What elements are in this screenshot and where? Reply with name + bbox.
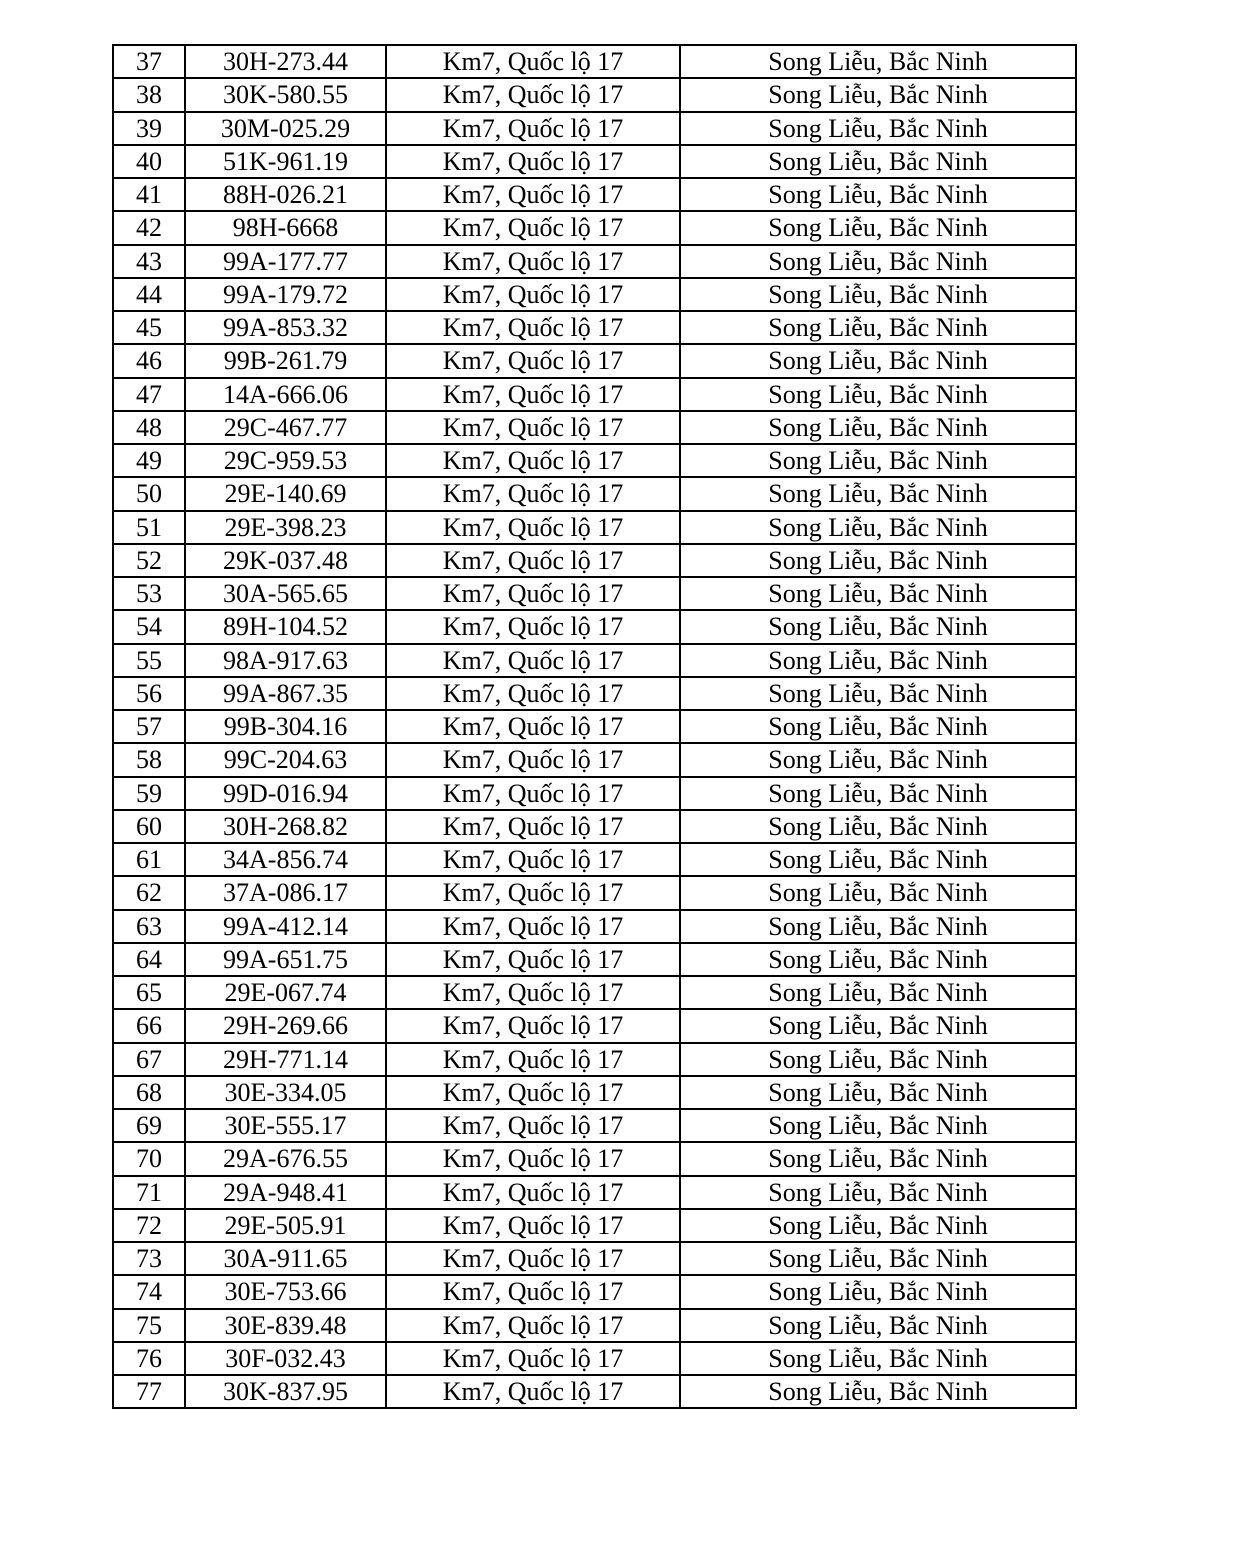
row-number-cell: 61 — [113, 843, 185, 876]
location-cell: Km7, Quốc lộ 17 — [386, 1142, 680, 1175]
table-row — [113, 1109, 1076, 1142]
row-number-cell: 55 — [113, 644, 185, 677]
license-plate-cell: 37A-086.17 — [185, 876, 386, 909]
table-row — [113, 1375, 1076, 1408]
license-plate-cell: 99D-016.94 — [185, 777, 386, 810]
row-number-cell: 41 — [113, 178, 185, 211]
location-cell: Km7, Quốc lộ 17 — [386, 344, 680, 377]
row-number-cell: 50 — [113, 477, 185, 510]
location-cell: Km7, Quốc lộ 17 — [386, 278, 680, 311]
area-cell: Song Liễu, Bắc Ninh — [680, 610, 1076, 643]
location-cell: Km7, Quốc lộ 17 — [386, 1109, 680, 1142]
table-row — [113, 444, 1076, 477]
license-plate-cell: 30K-580.55 — [185, 78, 386, 111]
table-row — [113, 112, 1076, 145]
license-plate-cell: 34A-856.74 — [185, 843, 386, 876]
license-plate-cell: 51K-961.19 — [185, 145, 386, 178]
location-cell: Km7, Quốc lộ 17 — [386, 78, 680, 111]
area-cell: Song Liễu, Bắc Ninh — [680, 211, 1076, 244]
row-number-cell: 48 — [113, 411, 185, 444]
table-row — [113, 45, 1076, 78]
row-number-cell: 71 — [113, 1176, 185, 1209]
license-plate-cell: 99B-304.16 — [185, 710, 386, 743]
area-cell: Song Liễu, Bắc Ninh — [680, 876, 1076, 909]
location-cell: Km7, Quốc lộ 17 — [386, 1309, 680, 1342]
location-cell: Km7, Quốc lộ 17 — [386, 311, 680, 344]
license-plate-cell: 29A-948.41 — [185, 1176, 386, 1209]
license-plate-cell: 99C-204.63 — [185, 743, 386, 776]
location-cell: Km7, Quốc lộ 17 — [386, 843, 680, 876]
license-plate-cell: 30A-565.65 — [185, 577, 386, 610]
table-row — [113, 1076, 1076, 1109]
area-cell: Song Liễu, Bắc Ninh — [680, 577, 1076, 610]
table-row — [113, 511, 1076, 544]
area-cell: Song Liễu, Bắc Ninh — [680, 444, 1076, 477]
location-cell: Km7, Quốc lộ 17 — [386, 943, 680, 976]
license-plate-cell: 30E-555.17 — [185, 1109, 386, 1142]
area-cell: Song Liễu, Bắc Ninh — [680, 1076, 1076, 1109]
row-number-cell: 40 — [113, 145, 185, 178]
license-plate-cell: 30E-334.05 — [185, 1076, 386, 1109]
location-cell: Km7, Quốc lộ 17 — [386, 511, 680, 544]
area-cell: Song Liễu, Bắc Ninh — [680, 743, 1076, 776]
license-plate-cell: 30E-753.66 — [185, 1275, 386, 1308]
row-number-cell: 60 — [113, 810, 185, 843]
location-cell: Km7, Quốc lộ 17 — [386, 1176, 680, 1209]
table-row — [113, 1242, 1076, 1275]
area-cell: Song Liễu, Bắc Ninh — [680, 245, 1076, 278]
table-row — [113, 178, 1076, 211]
row-number-cell: 68 — [113, 1076, 185, 1109]
location-cell: Km7, Quốc lộ 17 — [386, 743, 680, 776]
license-plate-cell: 99A-177.77 — [185, 245, 386, 278]
area-cell: Song Liễu, Bắc Ninh — [680, 1209, 1076, 1242]
location-cell: Km7, Quốc lộ 17 — [386, 1076, 680, 1109]
location-cell: Km7, Quốc lộ 17 — [386, 677, 680, 710]
table-row — [113, 843, 1076, 876]
location-cell: Km7, Quốc lộ 17 — [386, 810, 680, 843]
license-plate-cell: 30H-268.82 — [185, 810, 386, 843]
row-number-cell: 77 — [113, 1375, 185, 1408]
table-row — [113, 411, 1076, 444]
location-cell: Km7, Quốc lộ 17 — [386, 444, 680, 477]
row-number-cell: 56 — [113, 677, 185, 710]
area-cell: Song Liễu, Bắc Ninh — [680, 477, 1076, 510]
row-number-cell: 52 — [113, 544, 185, 577]
row-number-cell: 53 — [113, 577, 185, 610]
row-number-cell: 69 — [113, 1109, 185, 1142]
license-plate-cell: 29C-959.53 — [185, 444, 386, 477]
location-cell: Km7, Quốc lộ 17 — [386, 644, 680, 677]
row-number-cell: 51 — [113, 511, 185, 544]
license-plate-cell: 14A-666.06 — [185, 378, 386, 411]
location-cell: Km7, Quốc lộ 17 — [386, 378, 680, 411]
license-plate-cell: 30H-273.44 — [185, 45, 386, 78]
area-cell: Song Liễu, Bắc Ninh — [680, 311, 1076, 344]
table-row — [113, 1309, 1076, 1342]
license-plate-cell: 29A-676.55 — [185, 1142, 386, 1175]
area-cell: Song Liễu, Bắc Ninh — [680, 1342, 1076, 1375]
location-cell: Km7, Quốc lộ 17 — [386, 1375, 680, 1408]
location-cell: Km7, Quốc lộ 17 — [386, 710, 680, 743]
license-plate-cell: 99B-261.79 — [185, 344, 386, 377]
area-cell: Song Liễu, Bắc Ninh — [680, 976, 1076, 1009]
license-plate-cell: 99A-412.14 — [185, 910, 386, 943]
license-plate-cell: 29E-398.23 — [185, 511, 386, 544]
license-plate-cell: 29E-140.69 — [185, 477, 386, 510]
license-plate-cell: 29E-505.91 — [185, 1209, 386, 1242]
location-cell: Km7, Quốc lộ 17 — [386, 1275, 680, 1308]
table-row — [113, 943, 1076, 976]
table-row — [113, 1009, 1076, 1042]
location-cell: Km7, Quốc lộ 17 — [386, 1342, 680, 1375]
license-plate-cell: 29H-771.14 — [185, 1043, 386, 1076]
row-number-cell: 49 — [113, 444, 185, 477]
row-number-cell: 54 — [113, 610, 185, 643]
table-row — [113, 644, 1076, 677]
row-number-cell: 66 — [113, 1009, 185, 1042]
table-row — [113, 211, 1076, 244]
row-number-cell: 65 — [113, 976, 185, 1009]
area-cell: Song Liễu, Bắc Ninh — [680, 1142, 1076, 1175]
location-cell: Km7, Quốc lộ 17 — [386, 1209, 680, 1242]
location-cell: Km7, Quốc lộ 17 — [386, 178, 680, 211]
table-body — [113, 45, 1076, 1408]
license-plate-cell: 99A-651.75 — [185, 943, 386, 976]
table-row — [113, 378, 1076, 411]
table-row — [113, 1142, 1076, 1175]
license-plate-cell: 99A-867.35 — [185, 677, 386, 710]
table-row — [113, 1176, 1076, 1209]
area-cell: Song Liễu, Bắc Ninh — [680, 45, 1076, 78]
area-cell: Song Liễu, Bắc Ninh — [680, 1176, 1076, 1209]
location-cell: Km7, Quốc lộ 17 — [386, 976, 680, 1009]
area-cell: Song Liễu, Bắc Ninh — [680, 78, 1076, 111]
license-plate-cell: 98H-6668 — [185, 211, 386, 244]
table-row — [113, 78, 1076, 111]
location-cell: Km7, Quốc lộ 17 — [386, 1009, 680, 1042]
table-row — [113, 810, 1076, 843]
row-number-cell: 63 — [113, 910, 185, 943]
row-number-cell: 37 — [113, 45, 185, 78]
table-row — [113, 876, 1076, 909]
row-number-cell: 47 — [113, 378, 185, 411]
table-row — [113, 344, 1076, 377]
table-row — [113, 777, 1076, 810]
row-number-cell: 74 — [113, 1275, 185, 1308]
row-number-cell: 75 — [113, 1309, 185, 1342]
area-cell: Song Liễu, Bắc Ninh — [680, 1043, 1076, 1076]
license-plate-cell: 29K-037.48 — [185, 544, 386, 577]
area-cell: Song Liễu, Bắc Ninh — [680, 278, 1076, 311]
area-cell: Song Liễu, Bắc Ninh — [680, 344, 1076, 377]
table-row — [113, 577, 1076, 610]
area-cell: Song Liễu, Bắc Ninh — [680, 1375, 1076, 1408]
area-cell: Song Liễu, Bắc Ninh — [680, 843, 1076, 876]
row-number-cell: 62 — [113, 876, 185, 909]
license-plate-cell: 30E-839.48 — [185, 1309, 386, 1342]
area-cell: Song Liễu, Bắc Ninh — [680, 644, 1076, 677]
license-plate-cell: 29E-067.74 — [185, 976, 386, 1009]
location-cell: Km7, Quốc lộ 17 — [386, 477, 680, 510]
location-cell: Km7, Quốc lộ 17 — [386, 112, 680, 145]
license-plate-cell: 30A-911.65 — [185, 1242, 386, 1275]
row-number-cell: 45 — [113, 311, 185, 344]
table-row — [113, 610, 1076, 643]
area-cell: Song Liễu, Bắc Ninh — [680, 677, 1076, 710]
location-cell: Km7, Quốc lộ 17 — [386, 45, 680, 78]
table-row — [113, 278, 1076, 311]
table-row — [113, 910, 1076, 943]
row-number-cell: 44 — [113, 278, 185, 311]
license-plate-cell: 99A-853.32 — [185, 311, 386, 344]
area-cell: Song Liễu, Bắc Ninh — [680, 544, 1076, 577]
area-cell: Song Liễu, Bắc Ninh — [680, 112, 1076, 145]
license-plate-cell: 99A-179.72 — [185, 278, 386, 311]
row-number-cell: 43 — [113, 245, 185, 278]
location-cell: Km7, Quốc lộ 17 — [386, 1242, 680, 1275]
area-cell: Song Liễu, Bắc Ninh — [680, 943, 1076, 976]
table-row — [113, 1209, 1076, 1242]
location-cell: Km7, Quốc lộ 17 — [386, 411, 680, 444]
area-cell: Song Liễu, Bắc Ninh — [680, 178, 1076, 211]
row-number-cell: 59 — [113, 777, 185, 810]
license-plate-cell: 89H-104.52 — [185, 610, 386, 643]
row-number-cell: 73 — [113, 1242, 185, 1275]
area-cell: Song Liễu, Bắc Ninh — [680, 1009, 1076, 1042]
location-cell: Km7, Quốc lộ 17 — [386, 145, 680, 178]
area-cell: Song Liễu, Bắc Ninh — [680, 810, 1076, 843]
table-row — [113, 677, 1076, 710]
table-row — [113, 743, 1076, 776]
location-cell: Km7, Quốc lộ 17 — [386, 577, 680, 610]
table-row — [113, 1342, 1076, 1375]
area-cell: Song Liễu, Bắc Ninh — [680, 411, 1076, 444]
license-plate-cell: 30M-025.29 — [185, 112, 386, 145]
license-plate-cell: 29C-467.77 — [185, 411, 386, 444]
row-number-cell: 72 — [113, 1209, 185, 1242]
table-row — [113, 245, 1076, 278]
row-number-cell: 64 — [113, 943, 185, 976]
license-plate-cell: 29H-269.66 — [185, 1009, 386, 1042]
area-cell: Song Liễu, Bắc Ninh — [680, 1275, 1076, 1308]
table-row — [113, 1043, 1076, 1076]
row-number-cell: 46 — [113, 344, 185, 377]
table-row — [113, 145, 1076, 178]
location-cell: Km7, Quốc lộ 17 — [386, 544, 680, 577]
license-plate-cell: 30K-837.95 — [185, 1375, 386, 1408]
row-number-cell: 76 — [113, 1342, 185, 1375]
row-number-cell: 70 — [113, 1142, 185, 1175]
area-cell: Song Liễu, Bắc Ninh — [680, 511, 1076, 544]
table-row — [113, 311, 1076, 344]
area-cell: Song Liễu, Bắc Ninh — [680, 910, 1076, 943]
table-row — [113, 477, 1076, 510]
location-cell: Km7, Quốc lộ 17 — [386, 245, 680, 278]
license-plate-cell: 88H-026.21 — [185, 178, 386, 211]
area-cell: Song Liễu, Bắc Ninh — [680, 1242, 1076, 1275]
location-cell: Km7, Quốc lộ 17 — [386, 211, 680, 244]
row-number-cell: 57 — [113, 710, 185, 743]
location-cell: Km7, Quốc lộ 17 — [386, 777, 680, 810]
row-number-cell: 58 — [113, 743, 185, 776]
violation-table — [112, 44, 1077, 1409]
table-row — [113, 976, 1076, 1009]
row-number-cell: 39 — [113, 112, 185, 145]
location-cell: Km7, Quốc lộ 17 — [386, 910, 680, 943]
table-row — [113, 710, 1076, 743]
area-cell: Song Liễu, Bắc Ninh — [680, 1309, 1076, 1342]
area-cell: Song Liễu, Bắc Ninh — [680, 378, 1076, 411]
row-number-cell: 67 — [113, 1043, 185, 1076]
license-plate-cell: 98A-917.63 — [185, 644, 386, 677]
area-cell: Song Liễu, Bắc Ninh — [680, 777, 1076, 810]
area-cell: Song Liễu, Bắc Ninh — [680, 145, 1076, 178]
license-plate-cell: 30F-032.43 — [185, 1342, 386, 1375]
table-row — [113, 1275, 1076, 1308]
location-cell: Km7, Quốc lộ 17 — [386, 610, 680, 643]
location-cell: Km7, Quốc lộ 17 — [386, 876, 680, 909]
row-number-cell: 38 — [113, 78, 185, 111]
area-cell: Song Liễu, Bắc Ninh — [680, 1109, 1076, 1142]
location-cell: Km7, Quốc lộ 17 — [386, 1043, 680, 1076]
row-number-cell: 42 — [113, 211, 185, 244]
table-row — [113, 544, 1076, 577]
area-cell: Song Liễu, Bắc Ninh — [680, 710, 1076, 743]
